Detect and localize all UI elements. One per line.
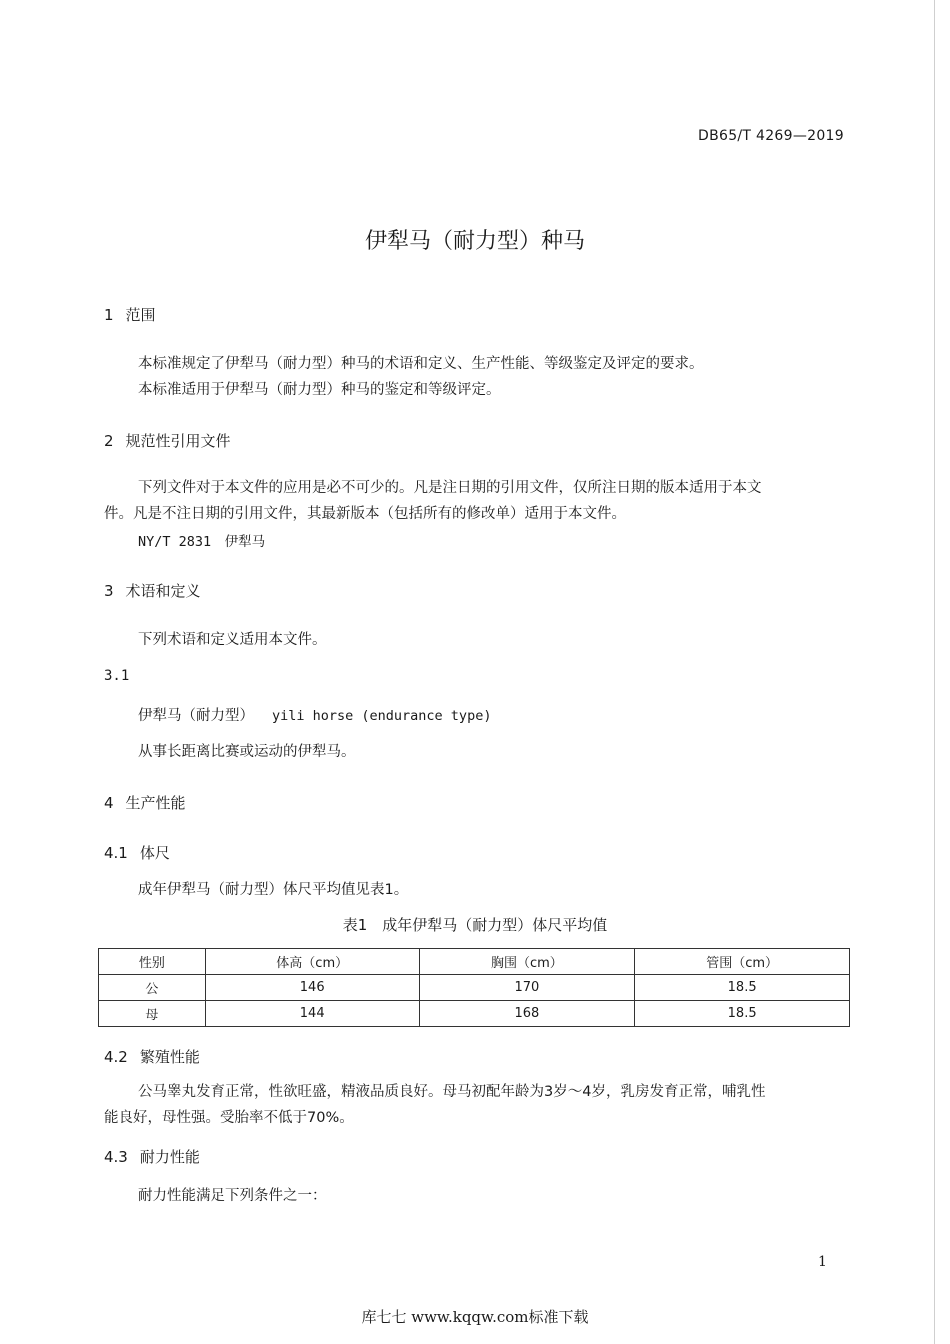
section-title: 范围 [125, 306, 156, 324]
document-title: 伊犁马（耐力型）种马 [364, 229, 585, 254]
section-number: 4.2 [104, 1048, 128, 1066]
section-3-heading [104, 580, 201, 601]
section-4-heading [104, 792, 186, 813]
normative-reference: NY/T 2831 伊犁马 [138, 534, 266, 550]
section-title: 规范性引用文件 [125, 432, 231, 450]
term-entry [138, 704, 491, 725]
table-cell: 公 [99, 975, 206, 1001]
section-number: 4 [104, 794, 114, 812]
section-number: 3 [104, 582, 114, 600]
subsection-number: 3.1 [104, 668, 130, 684]
paragraph: 下列术语和定义适用本文件。 [138, 632, 327, 648]
paragraph-line: 公马睾丸发育正常，性欲旺盛，精液品质良好。母马初配年龄为3岁～4岁，乳房发育正常，哺乳性 [138, 1084, 766, 1100]
section-4-2-heading [104, 1046, 200, 1067]
section-title: 耐力性能 [139, 1148, 200, 1166]
scan-edge-line [934, 0, 935, 1344]
section-title: 体尺 [139, 844, 170, 862]
section-4-3-heading [104, 1146, 200, 1167]
section-2-heading [104, 430, 231, 451]
table-cell: 母 [99, 1001, 206, 1027]
section-1-heading [104, 304, 156, 325]
table-header-cell: 性别 [99, 949, 206, 975]
table-cell: 18.5 [635, 1001, 850, 1027]
table-header-row [99, 949, 850, 975]
table-cell: 170 [419, 975, 635, 1001]
table-cell: 144 [205, 1001, 419, 1027]
standard-code: DB65/T 4269—2019 [698, 128, 844, 144]
term-english: yili horse (endurance type) [272, 708, 492, 724]
table-header-cell: 体高（cm） [205, 949, 419, 975]
term-definition: 从事长距离比赛或运动的伊犁马。 [138, 744, 356, 760]
body-dimensions-table [98, 948, 850, 1027]
section-number: 1 [104, 306, 114, 324]
table-row [99, 1001, 850, 1027]
paragraph: 成年伊犁马（耐力型）体尺平均值见表1。 [138, 882, 409, 898]
section-title: 繁殖性能 [139, 1048, 200, 1066]
paragraph-line: 件。凡是不注日期的引用文件，其最新版本（包括所有的修改单）适用于本文件。 [104, 506, 626, 522]
footer-watermark: 库七七 www.kqqw.com标准下载 [361, 1308, 589, 1326]
table-caption: 表1 成年伊犁马（耐力型）体尺平均值 [342, 916, 608, 934]
section-number: 2 [104, 432, 114, 450]
table-cell: 18.5 [635, 975, 850, 1001]
section-title: 术语和定义 [125, 582, 201, 600]
paragraph: 本标准适用于伊犁马（耐力型）种马的鉴定和等级评定。 [138, 382, 501, 398]
table-row [99, 975, 850, 1001]
table-cell: 168 [419, 1001, 635, 1027]
table-header-cell: 管围（cm） [635, 949, 850, 975]
paragraph: 耐力性能满足下列条件之一： [138, 1188, 327, 1204]
section-number: 4.3 [104, 1148, 128, 1166]
paragraph-line: 下列文件对于本文件的应用是必不可少的。凡是注日期的引用文件，仅所注日期的版本适用于本文 [138, 480, 762, 496]
section-4-1-heading [104, 842, 170, 863]
table-header-cell: 胸围（cm） [419, 949, 635, 975]
page-number: 1 [818, 1254, 827, 1270]
term-chinese: 伊犁马（耐力型） [138, 708, 254, 724]
section-title: 生产性能 [125, 794, 186, 812]
table-cell: 146 [205, 975, 419, 1001]
section-number: 4.1 [104, 844, 128, 862]
paragraph-line: 能良好，母性强。受胎率不低于70%。 [104, 1110, 354, 1126]
paragraph: 本标准规定了伊犁马（耐力型）种马的术语和定义、生产性能、等级鉴定及评定的要求。 [138, 356, 704, 372]
